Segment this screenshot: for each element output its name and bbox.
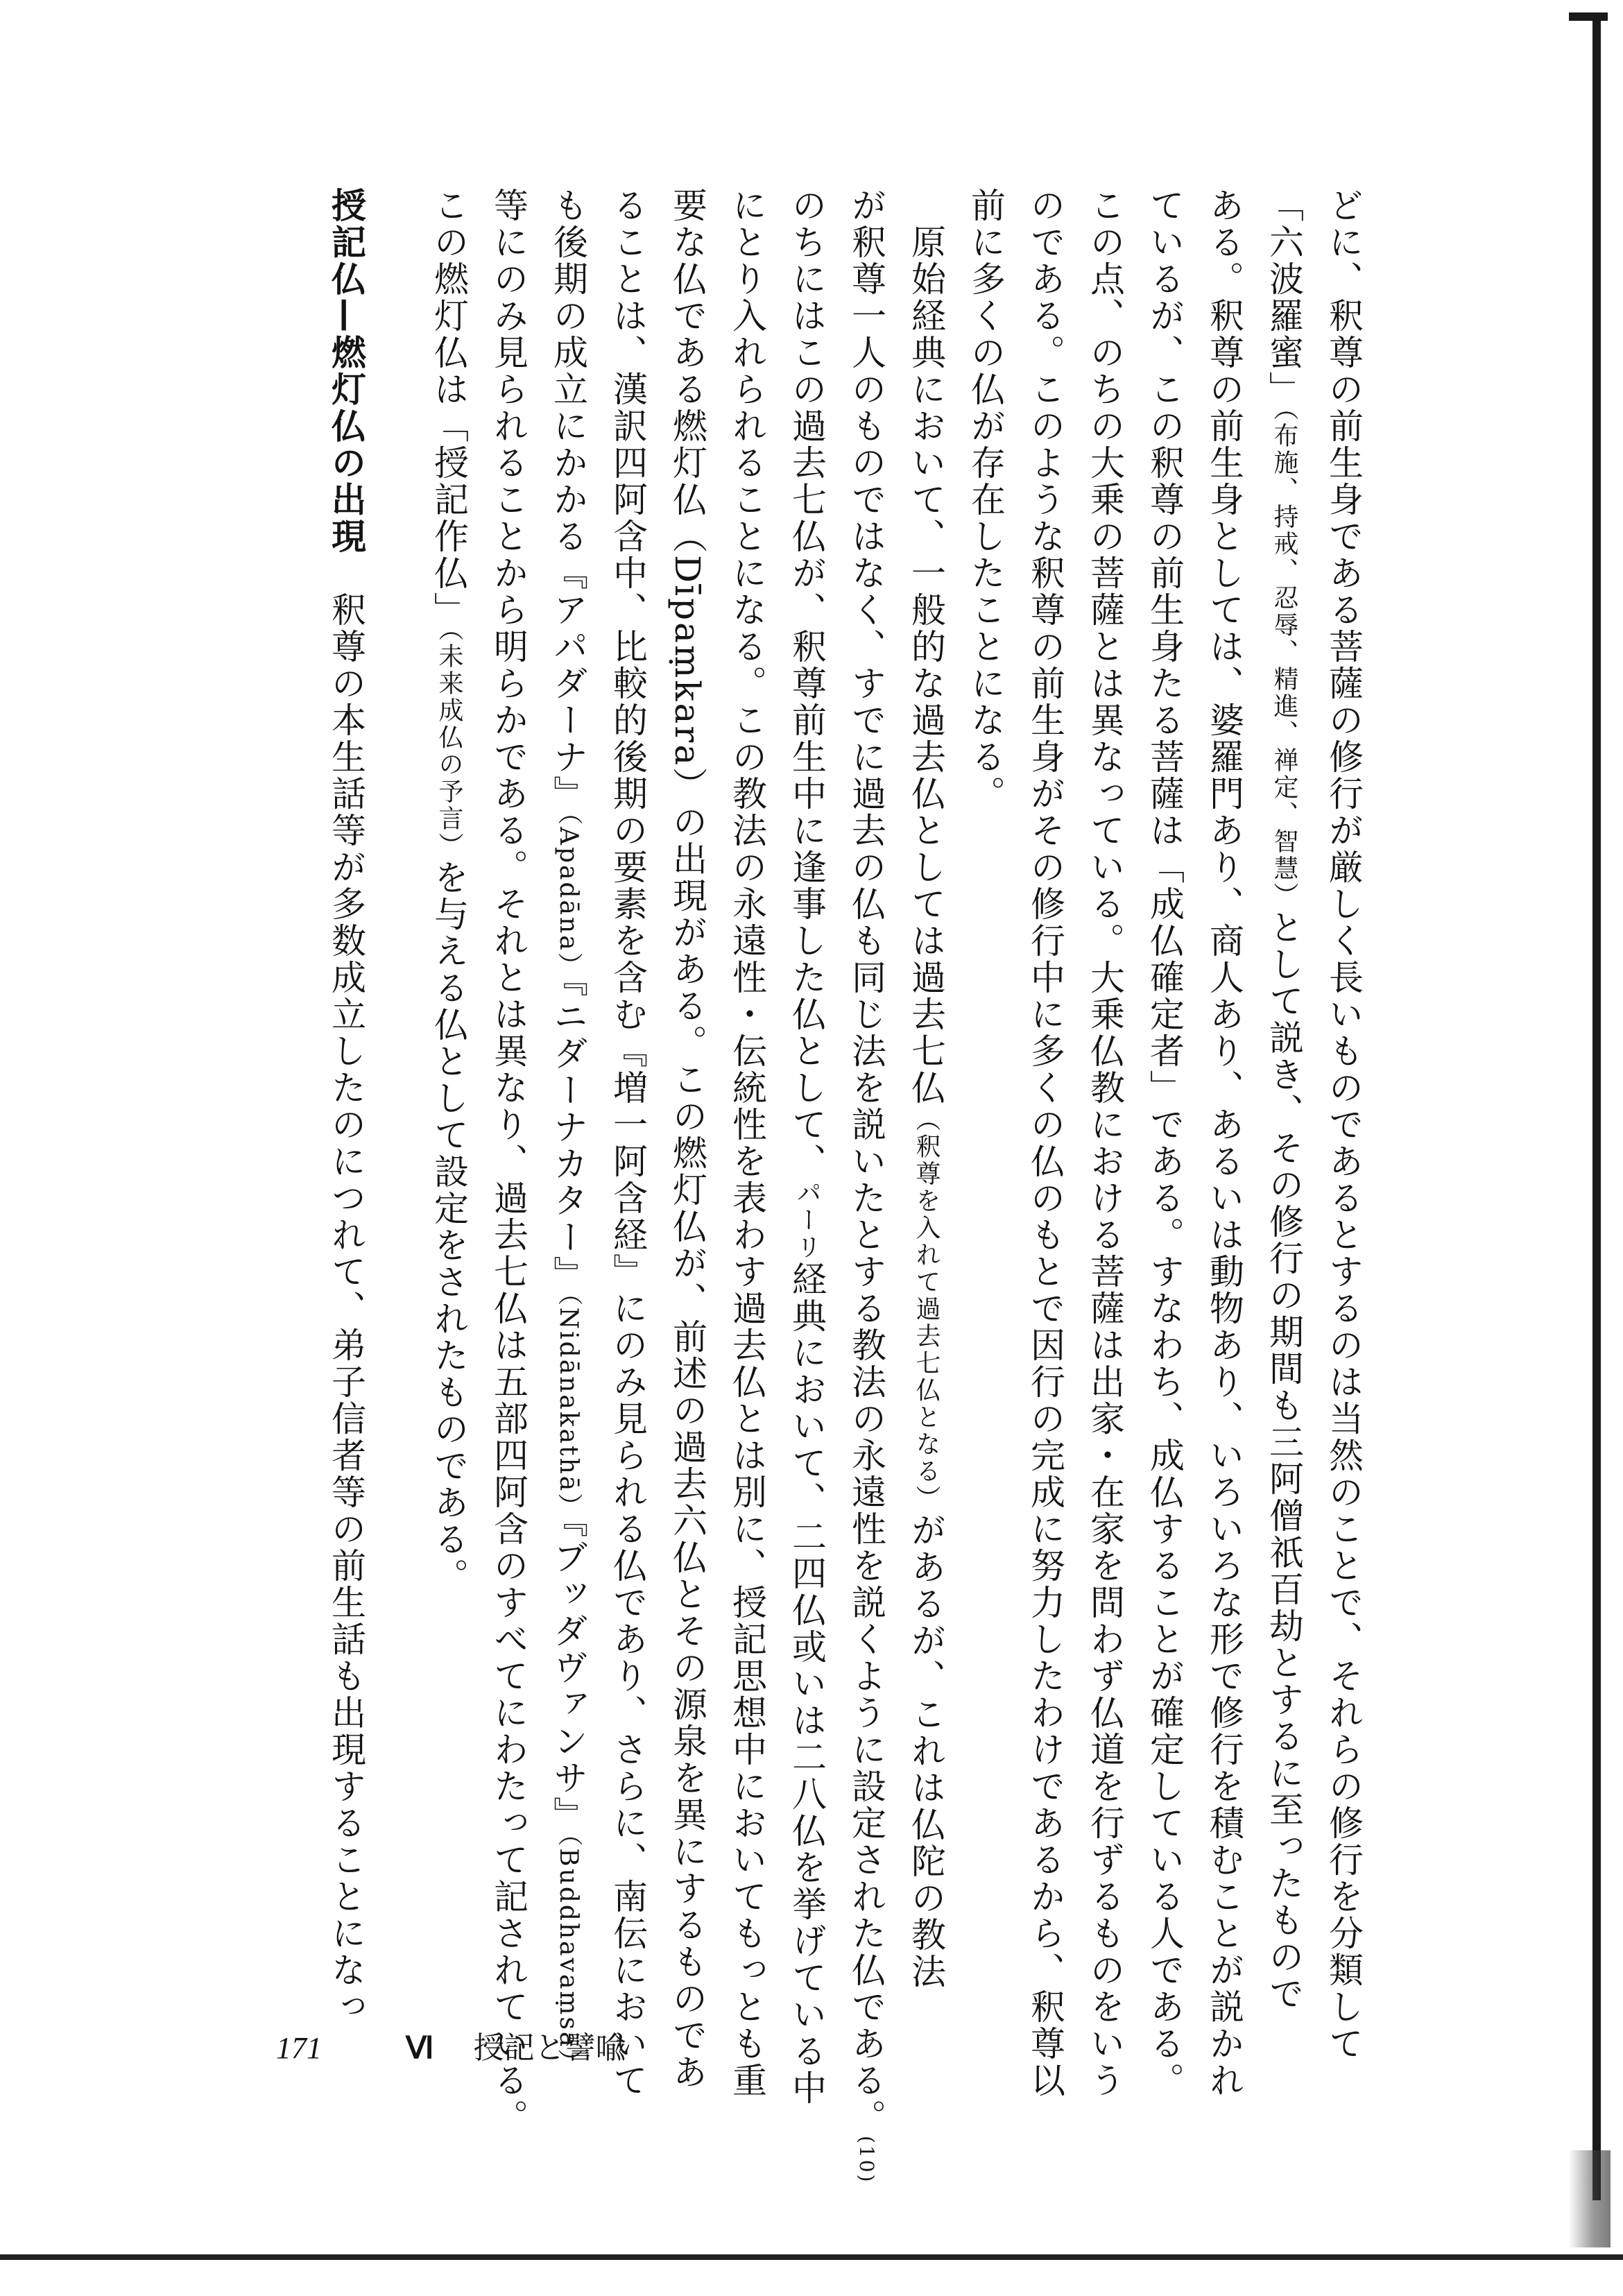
text-run: を与える仏として設定をされたものである。 [429,859,469,1595]
footnote-marker: (10) [855,2136,878,2184]
text-run: ある。釈尊の前生身としては、婆羅門あり、商人あり、あるいは動物あり、いろいろな形で修行を積むことが説かれ [1204,187,1244,2099]
inline-annotation: （釈尊を入れて過去七仏となる） [912,1106,941,1512]
text-column [1015,187,1075,2099]
inline-annotation: （Apadāna） [554,812,583,979]
text-run: この燃灯仏は「授記作仏」 [429,187,469,628]
text-run: のである。このような釈尊の前生身がその修行中に多くの仏のもとで因行の完成に努力したわけであるから、釈尊以 [1025,187,1065,2099]
section-heading: 授記仏—燃灯仏の出現 [326,187,366,555]
text-column [479,187,538,2136]
column-gap [376,187,419,1963]
text-column [1314,187,1373,2062]
chapter-numeral: Ⅵ [406,2031,434,2065]
text-run: 前に多くの仏が存在したことになる。 [965,187,1006,812]
text-run: 原始経典において、一般的な過去仏としては過去七仏 [906,187,946,1106]
text-run: 『ブッダヴァンサ』 [548,1520,588,1834]
page-bottom-rule [0,2254,1623,2260]
text-run: 「六波羅蜜」 [1264,187,1304,408]
text-run: が釈尊一人のものではなく、すでに過去の仏も同じ法を説いたとする教法の永遠性を説くように設定された仏である。 [846,187,886,2136]
page-edge-rule [1592,15,1601,2200]
text-run: のちにはこの過去七仏が、釈尊前生中に逢事した仏として、 [787,187,827,1180]
text-column [419,187,479,1963]
text-column [1135,187,1194,2099]
text-column [1254,187,1314,2012]
text-run: も後期の成立にかかる『アパダーナ』 [548,187,588,812]
text-column [538,187,598,2076]
text-column [1194,187,1254,2099]
text-run: 等にのみ見られることから明らかである。それとは異なり、過去七仏は五部四阿含のすべてにわたって記されている。 [488,187,529,2136]
text-column [896,187,956,1990]
inline-annotation: （未来成仏の予言） [435,628,463,859]
text-run: にとり入れられることになる。この教法の永遠性・伝統性を表わす過去仏とは別に、授記思想中においてもっとも重 [727,187,767,2099]
text-run: 『ニダーナカター』 [548,979,588,1293]
text-column [956,187,1015,1963]
chapter-title: 授記と譬喩 [473,2031,626,2065]
text-run: として説き、その修行の期間も三阿僧祇百劫とするに至ったもので [1264,909,1304,2012]
text-run: 要な仏である燃灯仏（Dīpaṃkara）の出現がある。この燃灯仏が、前述の過去六仏とその源泉を異にするものであ [667,187,707,2091]
running-footer [276,2024,626,2073]
page-edge-hook [1569,12,1608,69]
inline-annotation: （Buddhavaṃsa） [554,1833,583,2076]
text-run: この点、のちの大乗の菩薩とは異なっている。大乗仏教における菩薩は出家・在家を問わず仏道を行ずるものをいう [1085,187,1125,2099]
page-number: 171 [276,2031,322,2065]
text-column [836,187,896,2184]
text-run: ることは、漢訳四阿含中、比較的後期の要素を含む『増一阿含経』にのみ見られる仏であり、さらに、南伝において [608,187,648,2099]
text-run: 釈尊の本生話等が多数成立したのにつれて、弟子信者等の前生話も出現することになっ [326,555,366,2025]
text-column [598,187,658,2099]
text-run: があるが、これは仏陀の教法 [906,1512,946,1990]
text-column [777,187,836,2107]
text-column [1075,187,1135,2099]
page-edge-shadow [1569,2150,1611,2247]
text-column [717,187,777,2099]
text-run: ているが、この釈尊の前生身たる菩薩は「成仏確定者」である。すなわち、成仏することが確定している人である。 [1144,187,1185,2099]
inline-annotation: パーリ [793,1180,821,1261]
text-column [316,187,376,2025]
text-column [658,187,717,2091]
inline-annotation: （Nidānakathā） [554,1292,583,1520]
text-run: どに、釈尊の前生身である菩薩の修行が厳しく長いものであるとするのは当然のことで、それらの修行を分類して [1323,187,1364,2062]
text-run: 経典において、二四仏或いは二八仏を挙げている中 [787,1261,827,2107]
inline-annotation: （布施、持戒、忍辱、精進、禅定、智慧） [1270,408,1298,909]
